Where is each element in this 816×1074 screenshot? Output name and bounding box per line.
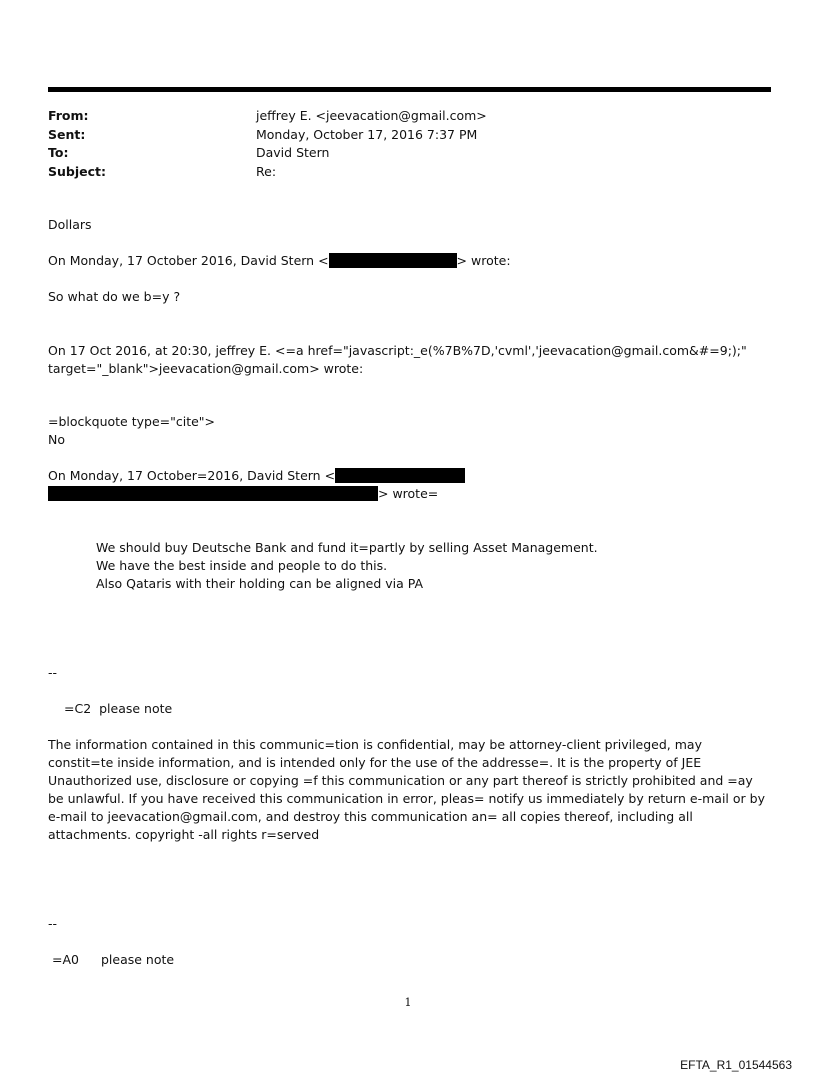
note2 xyxy=(52,951,174,969)
no-reply: No xyxy=(48,432,65,447)
proposal-line-3: Also Qataris with their holding can be aligned via PA xyxy=(96,576,424,591)
quote3-wrote: > wrote= xyxy=(378,486,439,501)
quote1-intro: On Monday, 17 October 2016, David Stern < xyxy=(48,253,329,268)
sent-row xyxy=(48,126,748,145)
note1 xyxy=(64,700,172,718)
redaction-box xyxy=(329,253,457,268)
document-id: EFTA_R1_01544563 xyxy=(680,1058,792,1072)
to-label: To: xyxy=(48,145,69,160)
proposal-line-2: We have the best inside and people to do this. xyxy=(96,558,388,573)
from-value: jeffrey E. <jeevacation@gmail.com> xyxy=(256,108,487,123)
email-header xyxy=(48,107,748,181)
header-rule xyxy=(48,87,771,92)
page-number: 1 xyxy=(404,996,412,1009)
note2-prefix: =A0 xyxy=(52,952,79,967)
from-label: From: xyxy=(48,108,89,123)
signature-separator-2: -- xyxy=(48,916,58,931)
quote3-header xyxy=(48,467,465,485)
quote2-header-line1: On 17 Oct 2016, at 20:30, jeffrey E. <=a href="javascript:_e(%7B%7D,'cvml','jeevacation@gmail.com&#=9;);" xyxy=(48,343,747,358)
note1-prefix: =C2 xyxy=(64,701,92,716)
note1-text: please note xyxy=(99,701,173,716)
quote1-wrote: > wrote: xyxy=(456,253,511,268)
quote3-intro: On Monday, 17 October=2016, David Stern < xyxy=(48,468,336,483)
sent-value: Monday, October 17, 2016 7:37 PM xyxy=(256,126,478,142)
reply-text: Dollars xyxy=(48,217,92,232)
sent-label: Sent: xyxy=(48,126,86,142)
subject-value: Re: xyxy=(256,163,277,179)
quote3-header-line2 xyxy=(48,485,438,503)
proposal-line-1: We should buy Deutsche Bank and fund it=partly by selling Asset Management. xyxy=(96,540,598,555)
redaction-box xyxy=(335,468,465,483)
blockquote-tag: =blockquote type="cite"> xyxy=(48,414,216,429)
quote1-header xyxy=(48,252,511,270)
confidentiality-disclaimer: The information contained in this communic=tion is confidential, may be attorney-client privileged, may constit=te inside information, and is intended only for the use of the addresse=. It is the property of JEE Unauthorized use, disclosure or copying =f this communication or any part thereof is strictly prohibited and =ay be unlawful. If you have received this communication in error, pleas= notify us immediately by return e-mail or by e-mail to jeevacation@gmail.com, and destroy this communication an= all copies thereof, including all attachments. copyright -all rights r=served xyxy=(48,737,765,842)
to-value: David Stern xyxy=(256,145,330,160)
subject-row xyxy=(48,163,748,182)
redaction-box xyxy=(48,486,378,501)
note2-text: please note xyxy=(100,952,175,967)
signature-separator: -- xyxy=(48,665,58,680)
to-row xyxy=(48,144,748,163)
from-row xyxy=(48,107,748,126)
subject-label: Subject: xyxy=(48,163,106,179)
quote2-header-line2: target="_blank">jeevacation@gmail.com> wrote: xyxy=(48,361,364,376)
question-text: So what do we b=y ? xyxy=(48,289,181,304)
